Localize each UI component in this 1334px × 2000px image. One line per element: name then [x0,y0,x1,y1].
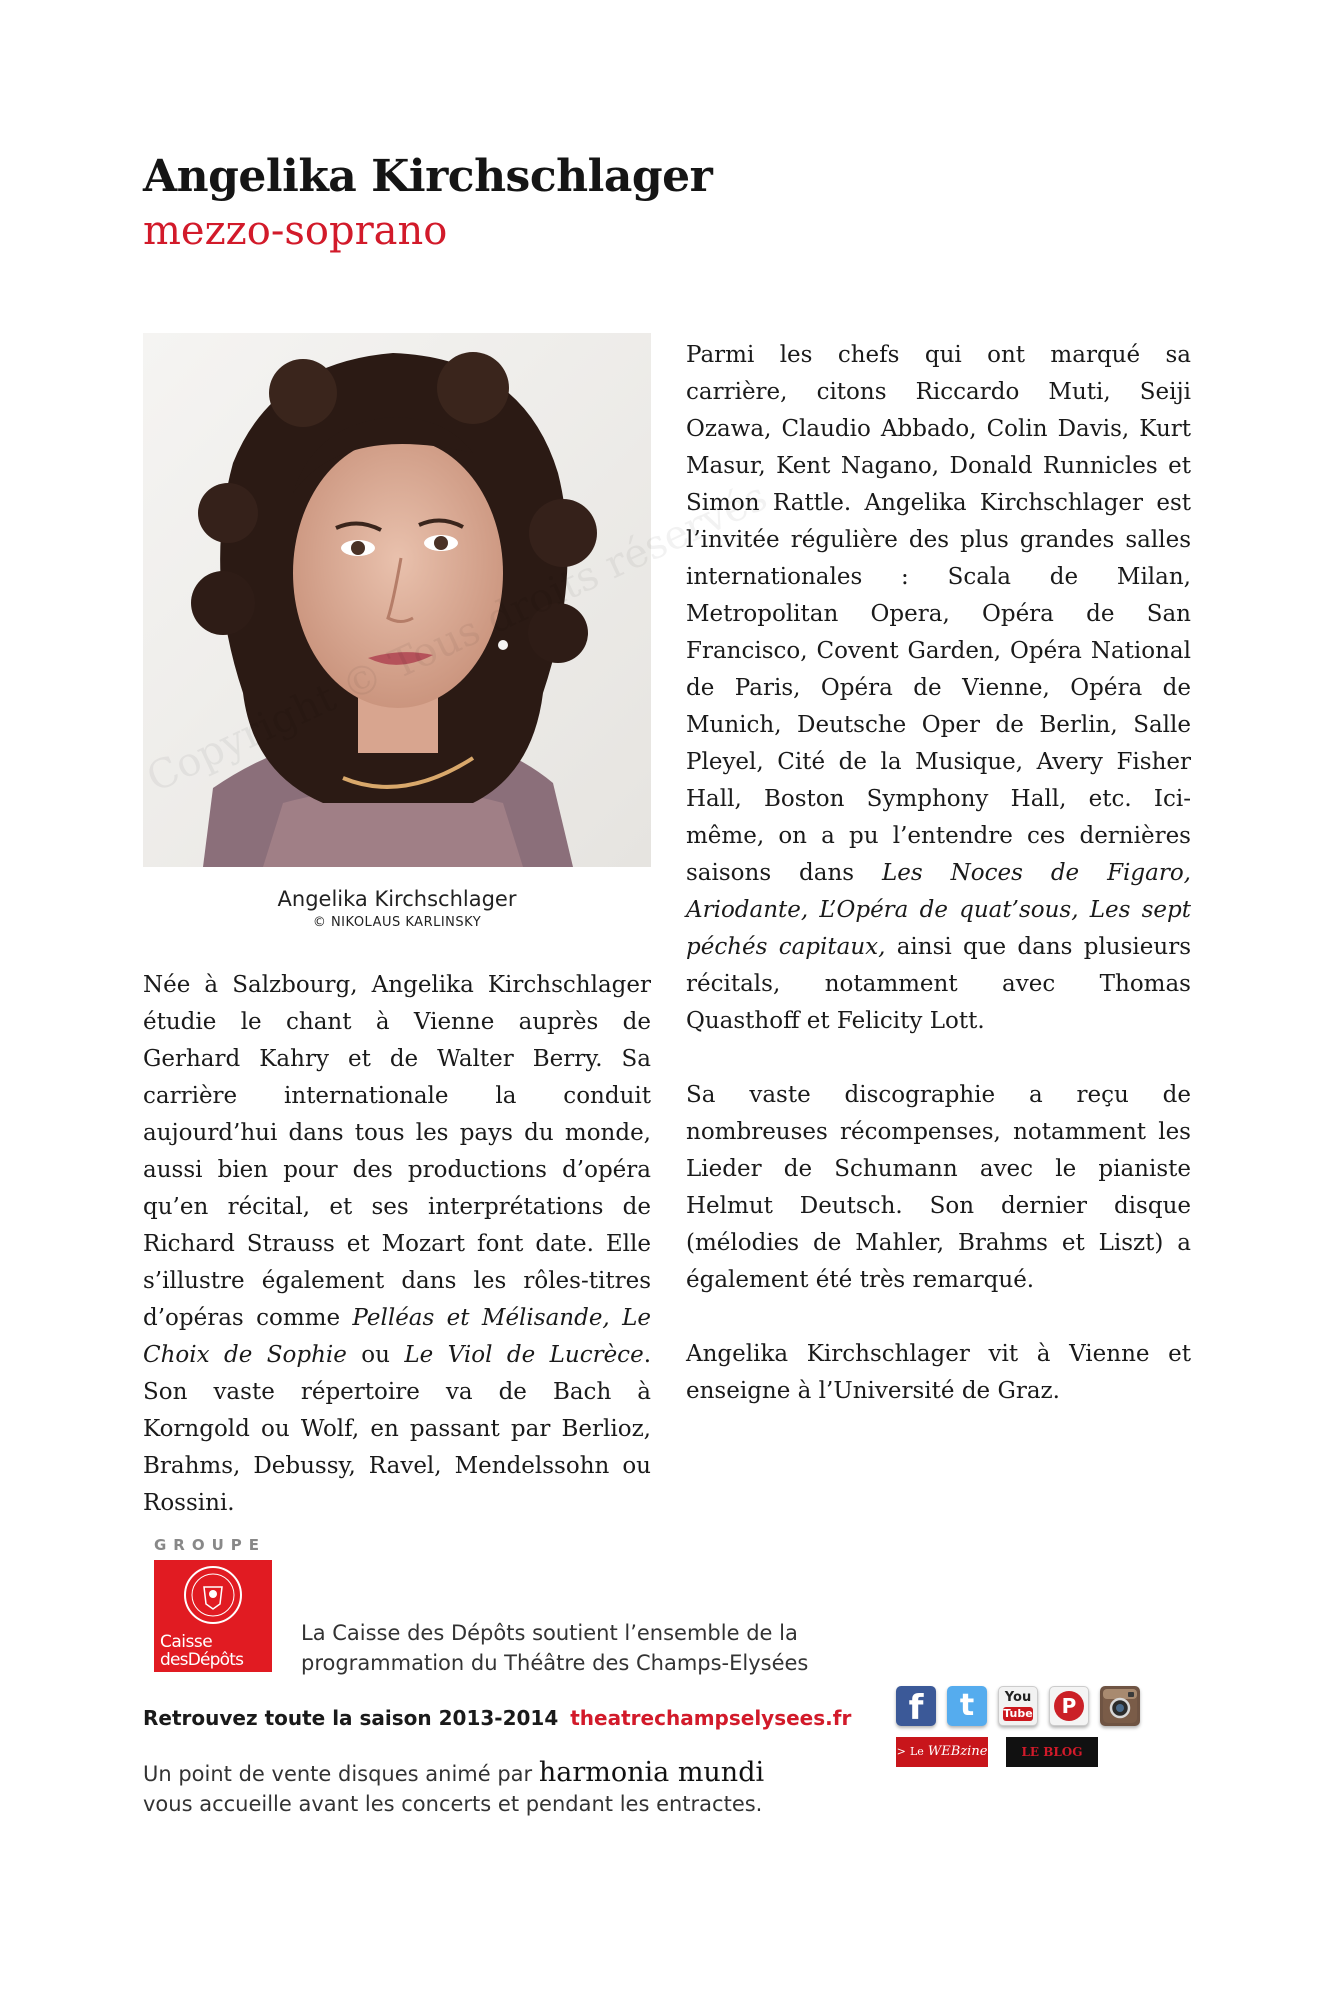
harmonia-mundi-brand: harmonia mundi [538,1757,765,1788]
copyright-watermark: réservés [597,473,775,589]
twitter-icon[interactable]: t [947,1686,987,1726]
voice-type: mezzo-soprano [143,208,448,254]
facebook-icon[interactable]: f [896,1686,936,1726]
biography-right-column [686,337,1191,1410]
sponsor-statement: La Caisse des Dépôts soutient l’ensemble de la programmation du Théâtre des Champs-Elysées [301,1621,809,1675]
caisse-des-depots-logo: Caisse desDépôts [154,1560,272,1672]
photo-caption-name: Angelika Kirchschlager [277,887,517,911]
webzine-badge[interactable]: > Le WEBzine [896,1737,988,1767]
discography-paragraph: Sa vaste discographie a reçu de nombreuses récompenses, notamment les Lieder de Schumann avec le pianiste Helmut Deutsch. Son dernier disque (mélodies de Mahler, Brahms et Liszt) a également été très remarqué. [686,1082,1191,1293]
season-line [143,1706,851,1730]
blog-badge[interactable]: LE BLOG [1006,1737,1098,1767]
residence-paragraph: Angelika Kirchschlager vit à Vienne et enseigne à l’Université de Graz. [686,1341,1191,1404]
biography-left-column [143,967,651,1522]
instagram-icon[interactable] [1100,1686,1140,1726]
season-text: Retrouvez toute la saison 2013-2014 [143,1706,559,1730]
record-shop-notice: Un point de vente disques animé par harmonia mundi vous accueille avant les concerts et pendant les entractes. [143,1757,765,1816]
photo-credit: © NIKOLAUS KARLINSKY [312,915,482,930]
youtube-icon[interactable]: You Tube [998,1686,1038,1726]
website-link[interactable]: theatrechampselysees.fr [570,1706,852,1730]
artist-name: Angelika Kirchschlager [143,151,713,202]
portrait-photo [143,333,651,867]
groupe-label: GROUPE [154,1536,267,1554]
pinterest-icon[interactable]: P [1049,1686,1089,1726]
biography-paragraph: Née à Salzbourg, Angelika Kirchschlager étudie le chant à Vienne auprès de Gerhard Kahry et de Walter Berry. Sa carrière internationale la conduit aujourd’hui dans tous les pays du monde, aussi bien pour des productions d’opéra qu’en récital, et ses interprétations de Richard Strauss et Mozart font date. Elle s’illustre également dans les rôles-titres d’opéras comme Pelléas et Mélisande, Le Choix de Sophie ou Le Viol de Lucrèce. Son vaste répertoire va de Bach à Korngold ou Wolf, en passant par Berlioz, Brahms, Debussy, Ravel, Mendelssohn ou Rossini. [143,972,651,1516]
biography-paragraph: Parmi les chefs qui ont marqué sa carrière, citons Riccardo Muti, Seiji Ozawa, Claudio Abbado, Colin Davis, Kurt Masur, Kent Nagano, Donald Runnicles et Simon Rattle. Angelika Kirchschlager est l’invitée régulière des plus grandes salles internationales : Scala de Milan, Metropolitan Opera, Opéra de San Francisco, Covent Garden, Opéra National de Paris, Opéra de Vienne, Opéra de Munich, Deutsche Oper de Berlin, Salle Pleyel, Cité de la Musique, Avery Fisher Hall, Boston Symphony Hall, etc. Ici-même, on a pu l’entendre ces dernières saisons dans Les Noces de Figaro, Ariodante, L’Opéra de quat’sous, Les sept péchés capitaux, ainsi que dans plusieurs récitals, notamment avec Thomas Quasthoff et Felicity Lott. [686,342,1191,1034]
